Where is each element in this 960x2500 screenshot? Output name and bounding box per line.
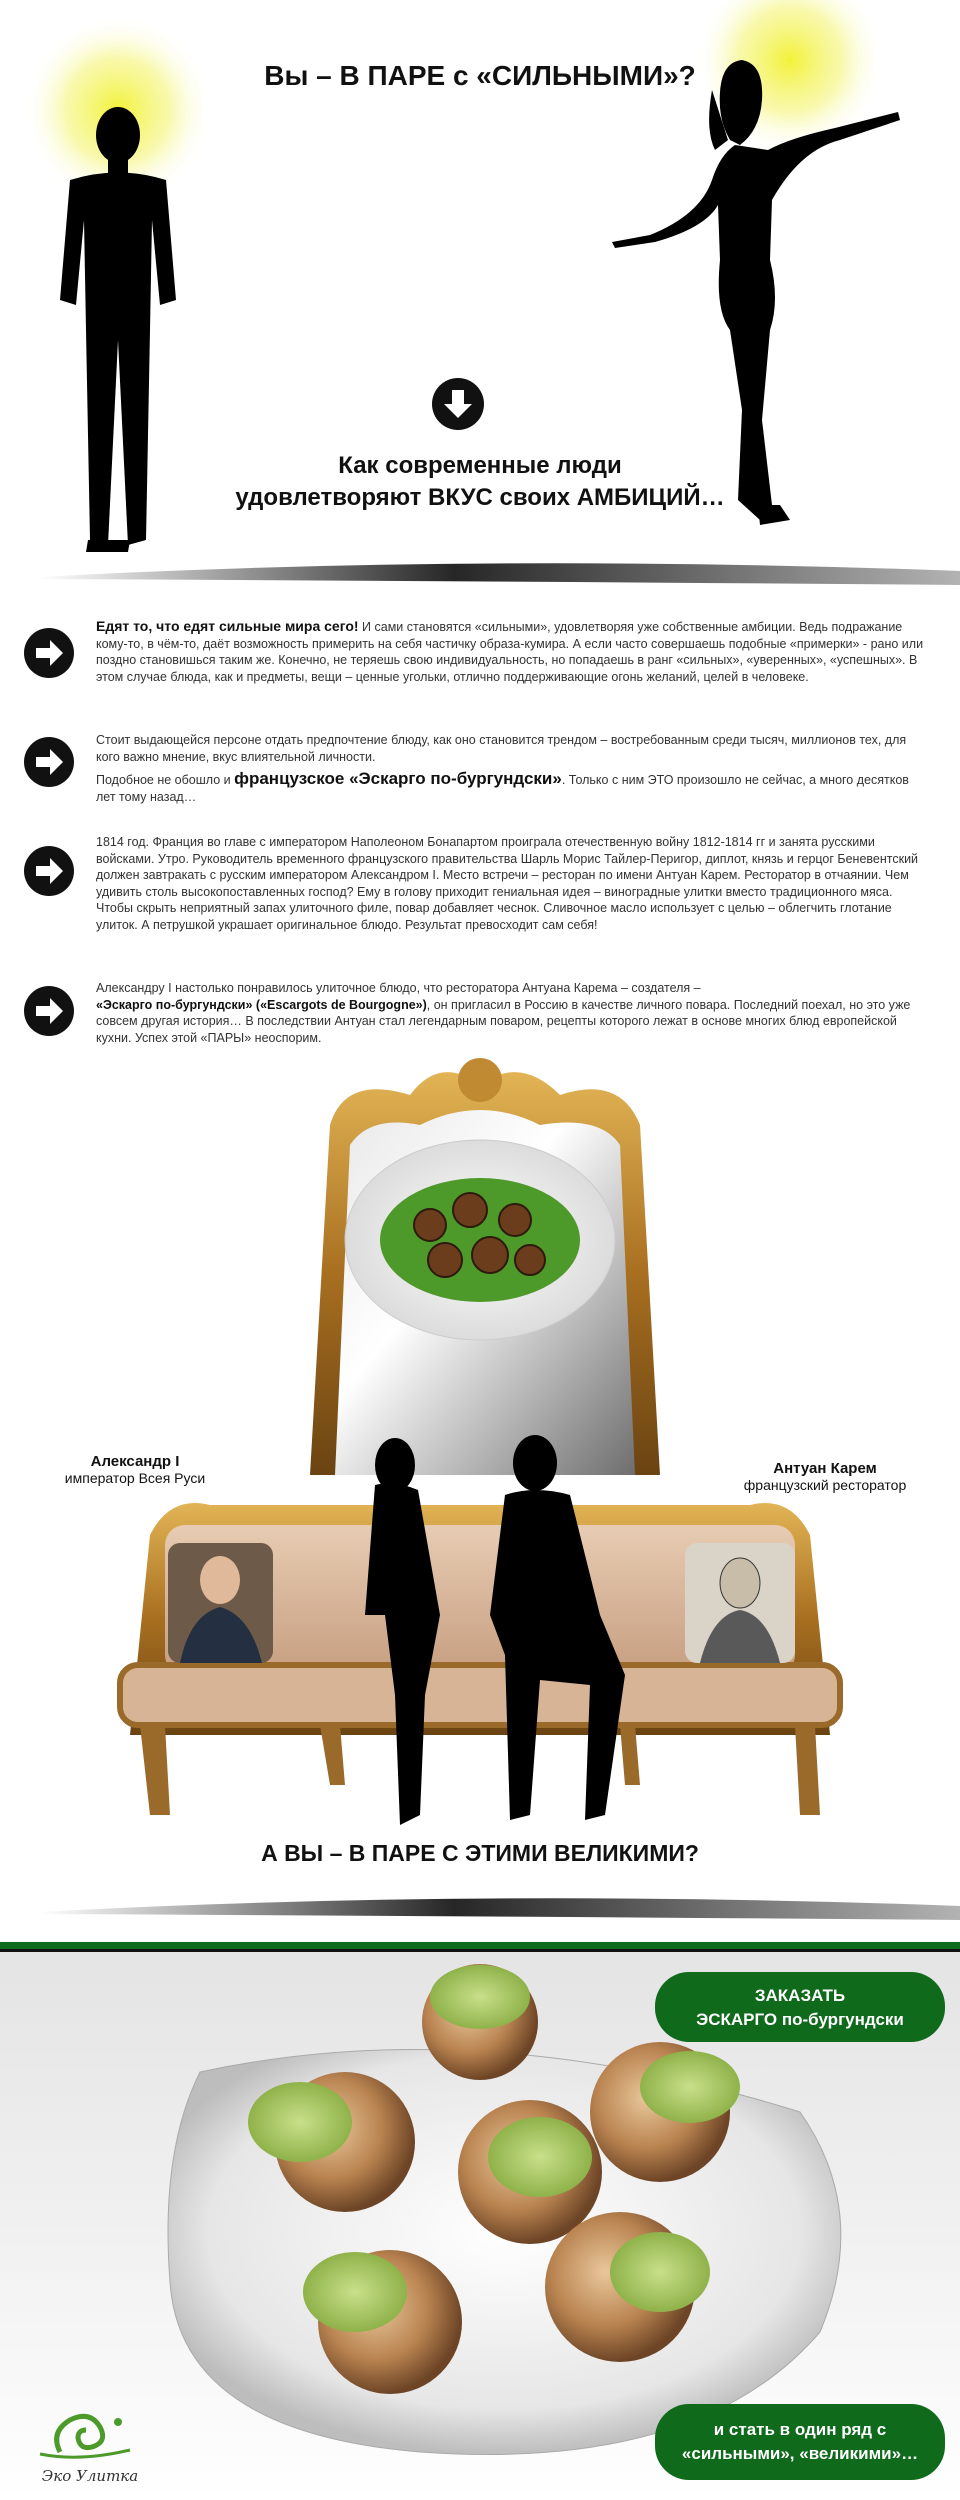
order-button-line2: ЭСКАРГО по-бургундски xyxy=(696,2010,904,2029)
right-caption xyxy=(720,1460,930,1493)
arrow-right-circle-icon xyxy=(24,628,74,678)
left-caption-name: Александр I xyxy=(90,1453,180,1470)
arrow-right-circle-icon xyxy=(24,737,74,787)
snail-logo-icon xyxy=(20,2392,160,2462)
arrow-right-button[interactable] xyxy=(24,737,74,787)
arrow-right-circle-icon xyxy=(24,846,74,896)
brand-logo[interactable] xyxy=(20,2392,160,2492)
paragraph-4 xyxy=(96,980,926,1046)
bottom-section xyxy=(0,1952,960,2500)
arrow-right-circle-icon xyxy=(24,986,74,1036)
hero-section xyxy=(0,0,960,600)
order-button-line1: ЗАКАЗАТЬ xyxy=(754,1986,846,2005)
antoine-careme-portrait-image xyxy=(685,1543,795,1663)
arrow-right-button[interactable] xyxy=(24,628,74,678)
page-title: Вы – В ПАРЕ с «СИЛЬНЫМИ»? xyxy=(264,60,696,91)
paragraph-4-text1: Александру I настолько понравилось улиточное блюдо, что ресторатора Антуана Карема – создателя – xyxy=(96,981,701,995)
green-stripe xyxy=(0,1942,960,1949)
arrow-right-button[interactable] xyxy=(24,846,74,896)
arrow-down-circle-icon xyxy=(432,378,484,430)
paragraph-1-lead: Едят то, что едят сильные мира сего! xyxy=(96,618,359,634)
logo-text: Эко Улитка xyxy=(41,2467,139,2485)
paragraph-1-text: И сами становятся «сильными», удовлетворяя уже собственные амбиции. Ведь подражание кому-то, в чём-то, даёт возможность примерить на себя частичку образа-кумира. А если часто совершаешь подобные «примерки» - рано или поздно становишься таким же. Конечно, не теряешь свою индивидуальность, но попадаешь в ранг «сильных», «уверенных», «успешных». В этом случае блюда, как и предметы, вещи – ценные угольки, отлично поддерживающие огонь желаний, целей в человеке. xyxy=(96,620,924,684)
paragraph-1 xyxy=(96,618,926,685)
alexander-portrait-image xyxy=(168,1543,273,1663)
sofa-illustration xyxy=(0,1055,960,1835)
escargot-plate-image xyxy=(345,1140,615,1340)
paragraph-2-dish: французское «Эскарго по-бургундски» xyxy=(234,769,562,788)
left-caption xyxy=(40,1453,230,1486)
order-escargot-button[interactable] xyxy=(655,1972,945,2042)
paragraph-2-post: . Только с ним ЭТО произошло не сейчас, а много десятков лет тому назад… xyxy=(96,773,909,804)
paragraph-2-pre: Подобное не обошло и xyxy=(96,773,235,787)
paragraph-2-text1: Стоит выдающейся персоне отдать предпочтение блюду, как оно становится трендом – востребованным среди тысяч, миллионов тех, для кого важно мнение, вкус влиятельной личности. xyxy=(96,733,907,764)
arrow-right-button[interactable] xyxy=(24,986,74,1036)
paragraph-4-text2: , он пригласил в Россию в качестве личного повара. Последний поехал, но это уже совсем другая история… В последствии Антуан стал легендарным поваром, рецепты которого лежат в основе многих блюд европейской кухни. Успех этой «ПАРЫ» неоспорим. xyxy=(96,997,911,1045)
paragraph-2 xyxy=(96,732,926,805)
hero-subtitle-line2: удовлетворяют ВКУС своих АМБИЦИЙ… xyxy=(235,484,725,511)
left-caption-role: император Всея Руси xyxy=(64,1470,206,1486)
join-the-great-button[interactable] xyxy=(655,2404,945,2480)
hero-subtitle xyxy=(180,450,780,514)
scroll-down-button[interactable] xyxy=(432,378,484,430)
hero-subtitle-line1: Как современные люди xyxy=(338,452,622,479)
right-caption-role: французский ресторатор xyxy=(743,1477,907,1493)
join-button-line2: «сильными», «великими»… xyxy=(681,2444,919,2463)
divider-swoosh xyxy=(0,555,960,595)
join-button-line1: и стать в один ряд с xyxy=(713,2420,887,2439)
right-caption-name: Антуан Карем xyxy=(773,1460,877,1477)
paragraph-4-dish: «Эскарго по-бургундски» («Escargots de Bourgogne») xyxy=(96,997,427,1012)
paragraph-3: 1814 год. Франция во главе с императором Наполеоном Бонапартом проиграла отечественную войну 1812-1814 гг и занята русскими войсками. Утро. Руководитель временного французского правительства Шарль Морис Тайлер-Перигор, диплот, князь и герцог Беневентский должен завтракать с русским императором Александром I. Место встречи – ресторан по имени Антуан Карем. Ресторатор в отчаянии. Чем удивить столь высокопоставленных господ? Ему в голову приходит гениальная идея – виноградные улитки вместо традиционного мяса. Чтобы скрыть неприятный запах улиточного филе, повар добавляет чеснок. Сливочное масло использует с целью – облегчить глотание улиток. А петрушкой украшает оригинальное блюдо. Результат превосходит сам себя! xyxy=(96,835,919,932)
divider-swoosh xyxy=(0,1890,960,1930)
question-heading: А ВЫ – В ПАРЕ С ЭТИМИ ВЕЛИКИМИ? xyxy=(261,1840,699,1866)
